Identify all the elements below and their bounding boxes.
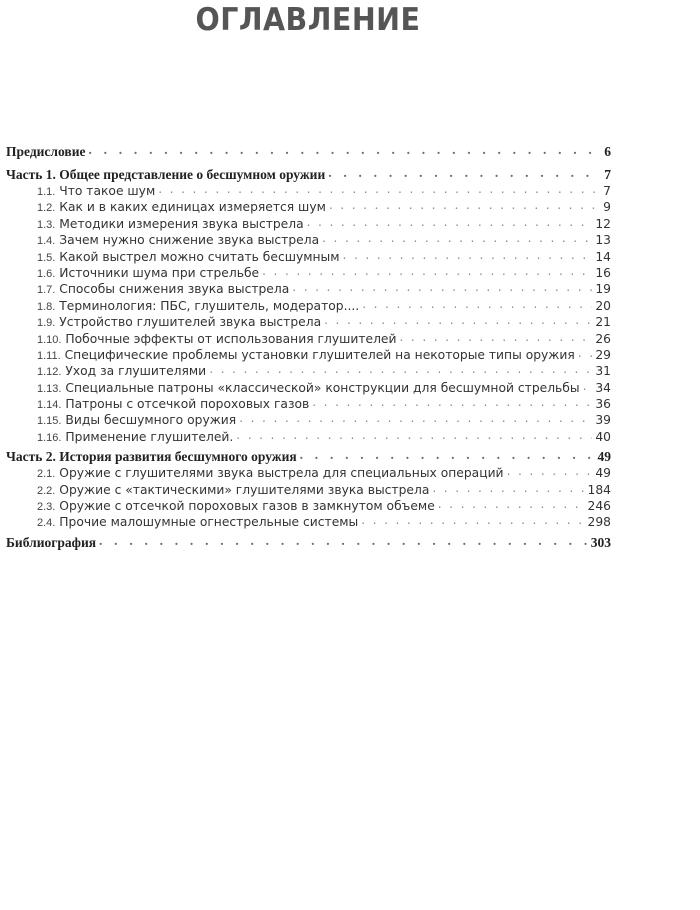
toc-section-number: 1.14. — [37, 399, 62, 412]
toc-entry-bibliography[interactable] — [6, 535, 611, 551]
leader-dots — [324, 312, 592, 328]
toc-section-number: 1.16. — [37, 431, 62, 444]
toc-section-number: 1.7. — [37, 284, 56, 297]
toc-page-number: 39 — [595, 413, 611, 428]
toc-section-label — [37, 232, 322, 249]
toc-section-number: 1.5. — [37, 251, 56, 264]
leader-dots — [507, 463, 593, 479]
toc-page-number: 34 — [595, 380, 611, 395]
leader-dots — [312, 394, 592, 410]
toc-section-label — [37, 199, 329, 216]
toc-section-number: 2.1. — [37, 468, 56, 481]
leader-dots — [343, 247, 593, 263]
toc-page-number: 49 — [597, 449, 611, 465]
toc-section-title: Виды бесшумного оружия — [65, 413, 237, 428]
toc-section-number: 1.10. — [37, 333, 62, 346]
toc-section-number: 1.9. — [37, 317, 56, 330]
toc-page-number: 36 — [595, 397, 611, 412]
leader-dots — [307, 214, 593, 230]
toc-section-title: Методики измерения звука выстрела — [59, 216, 304, 231]
toc-page-number: 40 — [595, 429, 611, 444]
toc-page-number: 20 — [595, 298, 611, 313]
toc-section-number: 2.4. — [37, 517, 56, 530]
toc-page-number: 26 — [595, 331, 611, 346]
toc-entry-label: Часть 2. История развития бесшумного оружия — [6, 449, 297, 465]
toc-page-number: 21 — [595, 315, 611, 330]
toc-section-label — [37, 514, 361, 531]
leader-dots — [578, 345, 593, 361]
toc-page-number: 246 — [587, 499, 611, 514]
leader-dots — [361, 512, 584, 528]
leader-dots — [236, 427, 592, 443]
toc-section-number: 1.8. — [37, 300, 56, 313]
leader-dots — [239, 410, 592, 426]
leader-dots — [328, 165, 601, 181]
toc-section-number: 1.1. — [37, 186, 56, 198]
leader-dots — [583, 378, 593, 394]
toc-section-label — [37, 183, 158, 200]
toc-page-number: 31 — [595, 364, 611, 379]
toc-section-entry[interactable] — [6, 429, 611, 445]
leader-dots — [400, 329, 593, 345]
toc-page-number: 7 — [604, 167, 611, 182]
toc-page-number: 19 — [595, 282, 611, 297]
leader-dots — [300, 447, 595, 463]
leader-dots — [362, 296, 592, 312]
toc-page-number: 16 — [595, 265, 611, 280]
toc-page-number: 184 — [587, 482, 611, 497]
toc-section-entry[interactable] — [6, 514, 611, 530]
toc-page-number: 298 — [587, 515, 611, 530]
toc-page-number: 9 — [603, 200, 611, 215]
toc-page-number: 49 — [595, 466, 611, 481]
toc-section-entry[interactable] — [6, 363, 611, 379]
toc-section-entry[interactable] — [6, 331, 611, 347]
toc-entry-label: Часть 1. Общее представление о бесшумном оружии — [6, 167, 326, 182]
leader-dots — [322, 230, 592, 246]
toc-section-title: Устройство глушителей звука выстрела — [59, 315, 322, 330]
part-1-section-list — [6, 183, 611, 445]
toc-section-label — [37, 363, 209, 380]
toc-section-title: Специфические проблемы установки глушителей на некоторые типы оружия — [64, 347, 575, 362]
toc-section-title: Патроны с отсечкой пороховых газов — [65, 397, 310, 412]
toc-section-number: 1.12. — [37, 366, 62, 379]
leader-dots — [292, 279, 592, 295]
toc-section-title: Оружие с отсечкой пороховых газов в замкнутом объеме — [59, 499, 435, 514]
toc-section-title: Источники шума при стрельбе — [59, 265, 260, 280]
toc-section-number: 1.15. — [37, 415, 62, 428]
toc-section-label — [37, 281, 292, 298]
leader-dots — [99, 533, 588, 549]
toc-section-title: Применение глушителей. — [65, 429, 234, 444]
leader-dots — [158, 181, 600, 197]
toc-entry-preface[interactable] — [6, 144, 611, 160]
toc-section-title: Специальные патроны «классической» конструкции для бесшумной стрельбы — [65, 380, 580, 395]
toc-section-number: 1.4. — [37, 235, 56, 248]
toc-section-label — [37, 265, 262, 282]
toc-section-title: Оружие с глушителями звука выстрела для специальных операций — [59, 466, 504, 481]
toc-section-title: Как и в каких единицах измеряется шум — [59, 200, 326, 215]
toc-section-number: 1.11. — [37, 349, 61, 362]
toc-page-number: 13 — [595, 233, 611, 248]
toc-section-label — [37, 412, 239, 429]
toc-section-number: 2.3. — [37, 501, 56, 514]
toc-page-number: 12 — [595, 216, 611, 231]
leader-dots — [329, 197, 600, 213]
toc-page-number: 29 — [595, 347, 611, 362]
toc-section-label — [37, 314, 324, 331]
leader-dots — [88, 142, 601, 158]
toc-section-number: 1.2. — [37, 202, 56, 215]
toc-section-title: Прочие малошумные огнестрельные системы — [59, 515, 359, 530]
toc-section-title: Какой выстрел можно считать бесшумным — [59, 249, 340, 264]
toc-section-title: Терминология: ПБС, глушитель, модератор.... — [59, 298, 360, 313]
toc-section-title: Что такое шум — [59, 184, 156, 198]
leader-dots — [209, 361, 592, 377]
toc-section-title: Оружие с «тактическими» глушителями звука выстрела — [59, 482, 430, 497]
toc-section-number: 1.3. — [37, 218, 56, 231]
toc-page-number: 6 — [604, 144, 611, 159]
toc-section-title: Зачем нужно снижение звука выстрела — [59, 233, 320, 248]
toc-page-number: 303 — [590, 534, 611, 550]
toc-entry-label: Библиография — [6, 534, 97, 550]
toc-section-label — [37, 331, 400, 348]
toc-section-number: 1.6. — [37, 267, 56, 280]
page-title: ОГЛАВЛЕНИЕ — [195, 2, 421, 38]
leader-dots — [432, 480, 584, 496]
leader-dots — [438, 496, 585, 512]
leader-dots — [262, 263, 592, 279]
toc-section-label — [37, 429, 236, 446]
toc-section-title: Уход за глушителями — [65, 364, 207, 379]
toc-section-label — [37, 298, 362, 315]
toc-section-label — [37, 482, 432, 499]
part-2-section-list — [6, 465, 611, 531]
toc-section-title: Побочные эффекты от использования глушителей — [65, 331, 397, 346]
toc-page-number: 14 — [595, 249, 611, 264]
table-of-contents — [6, 144, 611, 551]
toc-section-number: 1.13. — [37, 382, 62, 395]
toc-section-label — [37, 216, 307, 233]
toc-section-number: 2.2. — [37, 484, 56, 497]
toc-entry-label: Предисловие — [6, 144, 86, 159]
toc-page-number: 7 — [603, 184, 611, 198]
toc-section-title: Способы снижения звука выстрела — [59, 282, 290, 297]
